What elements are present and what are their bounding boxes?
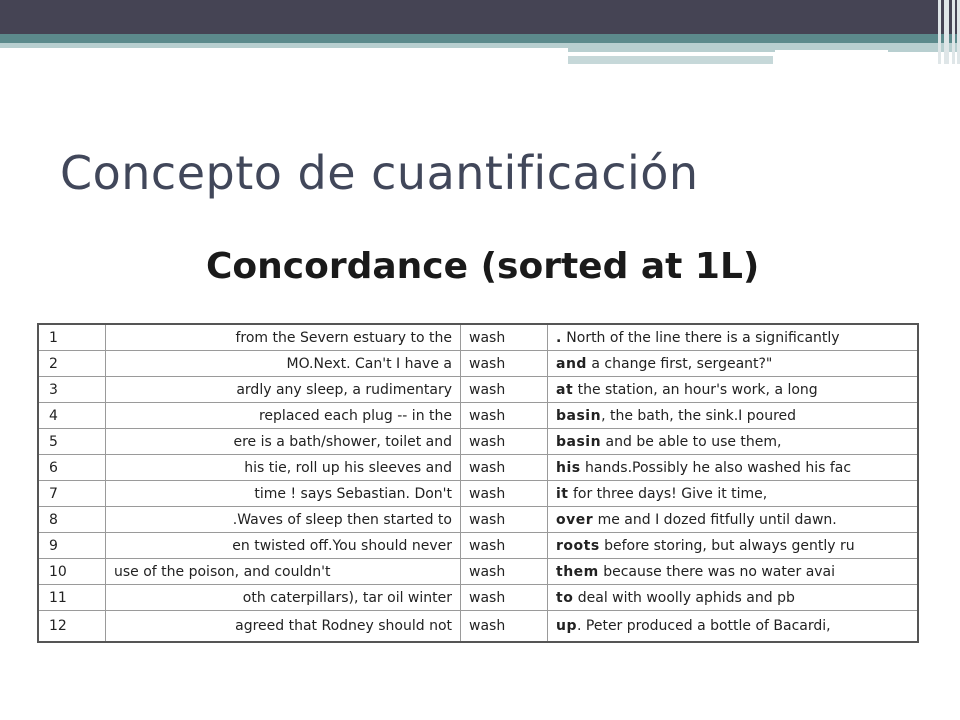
row-number: 5 bbox=[38, 429, 106, 455]
keyword: wash bbox=[461, 324, 548, 351]
left-context: use of the poison, and couldn't bbox=[106, 559, 461, 585]
table-row bbox=[38, 377, 918, 403]
row-number: 10 bbox=[38, 559, 106, 585]
right-context-rest: deal with woolly aphids and pb bbox=[573, 589, 795, 606]
right-context-first-word: roots bbox=[556, 537, 600, 554]
right-context-first-word: basin bbox=[556, 433, 602, 450]
header-stripe bbox=[952, 0, 955, 64]
header-stripe bbox=[938, 0, 941, 64]
right-context-first-word: and bbox=[556, 355, 587, 372]
row-number: 3 bbox=[38, 377, 106, 403]
slide-title: Concepto de cuantificación bbox=[60, 146, 699, 200]
right-context bbox=[548, 324, 919, 351]
header-bar-teal bbox=[0, 34, 960, 43]
right-context bbox=[548, 585, 919, 611]
right-context-rest: . Peter produced a bottle of Bacardi, bbox=[577, 618, 831, 634]
left-context: time ! says Sebastian. Don't bbox=[106, 481, 461, 507]
right-context bbox=[548, 429, 919, 455]
table-row bbox=[38, 351, 918, 377]
right-context-first-word: at bbox=[556, 381, 574, 398]
right-context-rest: hands.Possibly he also washed his fac bbox=[580, 459, 852, 476]
right-context-first-word: . bbox=[556, 329, 562, 346]
right-context-first-word: to bbox=[556, 589, 574, 606]
concordance-heading: Concordance (sorted at 1L) bbox=[206, 246, 760, 287]
right-context-rest: North of the line there is a significantly bbox=[561, 329, 840, 346]
right-context-first-word: over bbox=[556, 511, 594, 528]
left-context: from the Severn estuary to the bbox=[106, 324, 461, 351]
right-context-first-word: his bbox=[556, 459, 581, 476]
table-row bbox=[38, 507, 918, 533]
right-context bbox=[548, 481, 919, 507]
right-context bbox=[548, 533, 919, 559]
header-bar-pale bbox=[0, 43, 568, 48]
header-stripe bbox=[944, 0, 949, 64]
left-context: agreed that Rodney should not bbox=[106, 611, 461, 643]
row-number: 6 bbox=[38, 455, 106, 481]
keyword: wash bbox=[461, 507, 548, 533]
right-context bbox=[548, 377, 919, 403]
row-number: 2 bbox=[38, 351, 106, 377]
header-bar-line bbox=[775, 50, 888, 52]
row-number: 8 bbox=[38, 507, 106, 533]
left-context: en twisted off.You should never bbox=[106, 533, 461, 559]
table-row bbox=[38, 559, 918, 585]
table-row bbox=[38, 403, 918, 429]
table-row bbox=[38, 429, 918, 455]
right-context-first-word: basin bbox=[556, 407, 602, 424]
header-bar-pale-right bbox=[568, 43, 960, 52]
right-context-rest: , the bath, the sink.I poured bbox=[601, 407, 797, 424]
table-row bbox=[38, 533, 918, 559]
header-bar-dark bbox=[0, 0, 960, 34]
header-bar-pale-lower bbox=[568, 56, 773, 64]
row-number: 9 bbox=[38, 533, 106, 559]
right-context bbox=[548, 559, 919, 585]
right-context-first-word: up bbox=[556, 618, 577, 634]
row-number: 1 bbox=[38, 324, 106, 351]
concordance-table bbox=[37, 323, 919, 643]
keyword: wash bbox=[461, 585, 548, 611]
keyword: wash bbox=[461, 351, 548, 377]
left-context: MO.Next. Can't I have a bbox=[106, 351, 461, 377]
right-context bbox=[548, 455, 919, 481]
right-context-rest: because there was no water avai bbox=[598, 563, 836, 580]
left-context: ere is a bath/shower, toilet and bbox=[106, 429, 461, 455]
left-context: replaced each plug -- in the bbox=[106, 403, 461, 429]
left-context: .Waves of sleep then started to bbox=[106, 507, 461, 533]
right-context-rest: and be able to use them, bbox=[601, 433, 782, 450]
right-context-rest: before storing, but always gently ru bbox=[599, 537, 855, 554]
right-context-rest: me and I dozed fitfully until dawn. bbox=[593, 511, 837, 528]
table-row bbox=[38, 324, 918, 351]
table-row bbox=[38, 611, 918, 643]
keyword: wash bbox=[461, 533, 548, 559]
right-context-rest: for three days! Give it time, bbox=[568, 485, 768, 502]
right-context-first-word: them bbox=[556, 563, 599, 580]
left-context: ardly any sleep, a rudimentary bbox=[106, 377, 461, 403]
row-number: 12 bbox=[38, 611, 106, 643]
right-context-first-word: it bbox=[556, 485, 569, 502]
right-context-rest: the station, an hour's work, a long bbox=[573, 381, 818, 398]
left-context: oth caterpillars), tar oil winter bbox=[106, 585, 461, 611]
row-number: 4 bbox=[38, 403, 106, 429]
keyword: wash bbox=[461, 403, 548, 429]
right-context-rest: a change first, sergeant?" bbox=[586, 355, 773, 372]
keyword: wash bbox=[461, 611, 548, 643]
keyword: wash bbox=[461, 377, 548, 403]
keyword: wash bbox=[461, 481, 548, 507]
keyword: wash bbox=[461, 455, 548, 481]
right-context bbox=[548, 403, 919, 429]
table-row bbox=[38, 481, 918, 507]
row-number: 7 bbox=[38, 481, 106, 507]
table-row bbox=[38, 585, 918, 611]
left-context: his tie, roll up his sleeves and bbox=[106, 455, 461, 481]
keyword: wash bbox=[461, 559, 548, 585]
right-context bbox=[548, 611, 919, 643]
table-row bbox=[38, 455, 918, 481]
right-context bbox=[548, 507, 919, 533]
keyword: wash bbox=[461, 429, 548, 455]
row-number: 11 bbox=[38, 585, 106, 611]
right-context bbox=[548, 351, 919, 377]
